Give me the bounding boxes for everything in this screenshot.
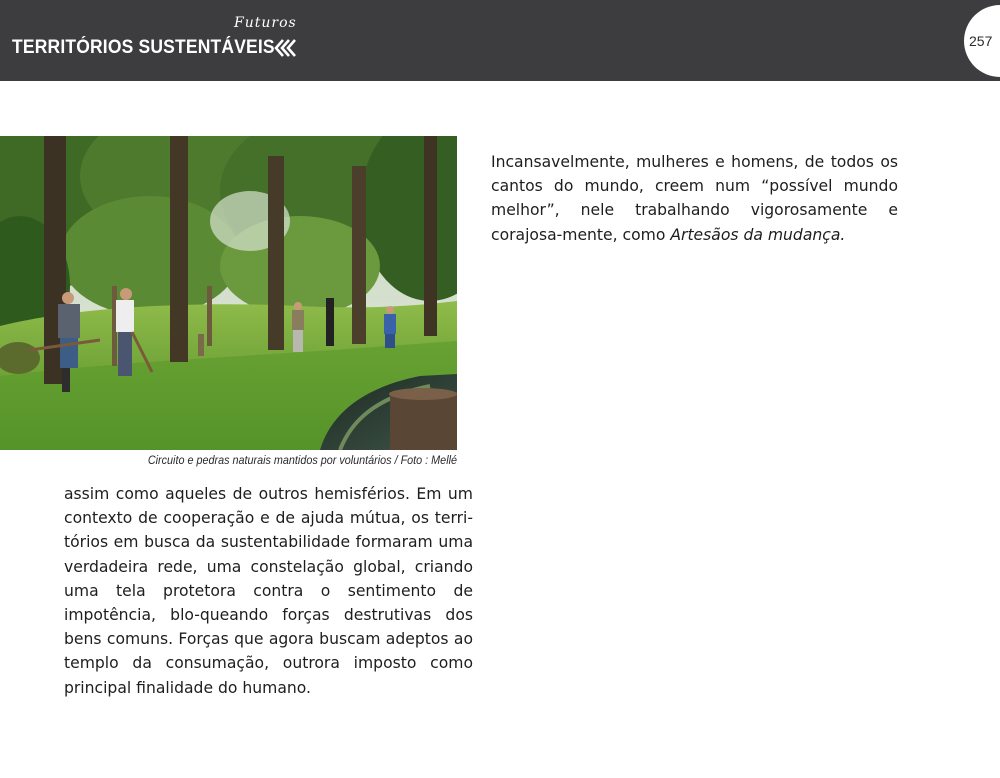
section-label: Futuros (234, 15, 297, 31)
publication-title: TERRITÓRIOS SUSTENTÁVEIS (12, 37, 275, 58)
photo-illustration (0, 136, 457, 450)
page-number: 257 (969, 33, 993, 49)
triple-chevron-left-icon (274, 39, 298, 57)
paragraph-right-emphasis: Artesãos da mudança. (670, 225, 846, 244)
body-paragraph-right (491, 150, 898, 247)
photo-volunteers-in-park (0, 136, 457, 450)
body-paragraph-left: assim como aqueles de outros hemisférios. Em um contexto de cooperação e de ajuda mútua, os terri-tórios em busca da sustentabilidade formaram uma verdadeira rede, uma constelação global, criando uma tela protetora contra o sentimento de impotência, blo-queando forças destrutivas dos bens comuns. Forças que agora buscam adeptos ao templo da consumação, outrora imposto como principal finalidade do humano. (64, 485, 473, 697)
page-header (0, 0, 1000, 81)
paragraph-right-text: Incansavelmente, mulheres e homens, de todos os cantos do mundo, creem num “possível mundo melhor”, nele trabalhando vigorosamente e corajosa-mente, como (491, 153, 898, 244)
photo-caption: Circuito e pedras naturais mantidos por voluntários / Foto : Mellé (147, 453, 457, 467)
